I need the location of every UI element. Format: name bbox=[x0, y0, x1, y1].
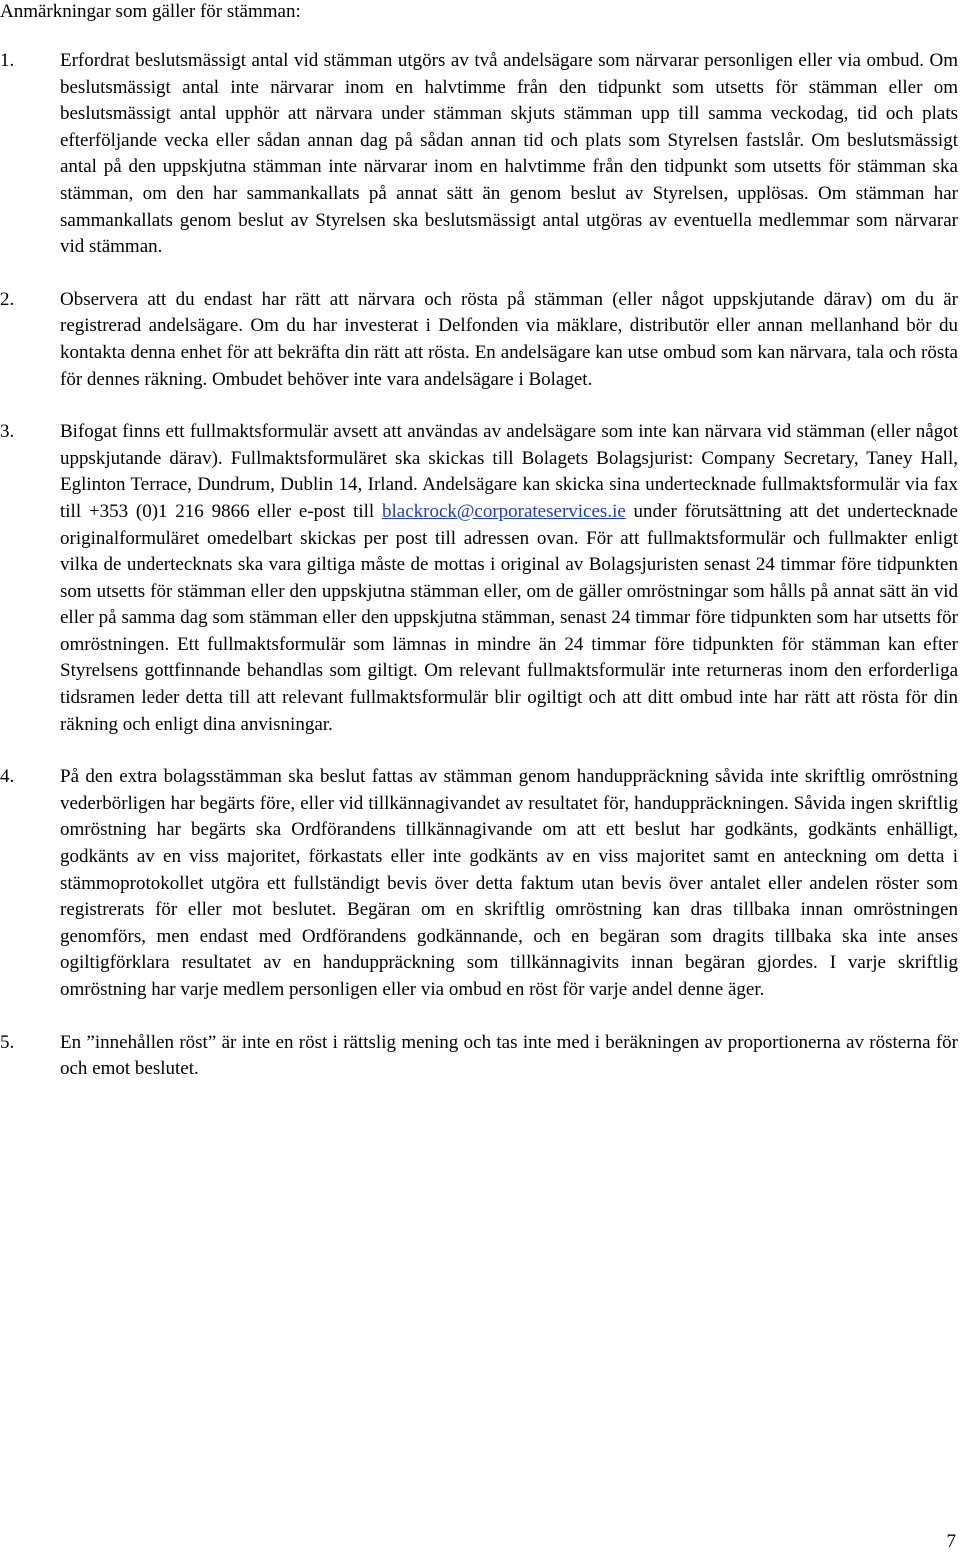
note-text: En ”innehållen röst” är inte en röst i rättslig mening och tas inte med i beräkningen av proportionerna av rösterna för och emot beslutet. bbox=[60, 1031, 958, 1080]
note-number: 3. bbox=[0, 421, 15, 443]
page-number: 7 bbox=[946, 1531, 956, 1552]
note-item-1 bbox=[0, 48, 958, 261]
note-number: 2. bbox=[0, 288, 15, 310]
note-text-before-email: Bifogat finns ett fullmaktsformulär avsett att användas av andelsägare som inte kan närvara vid stämman (eller något uppskjutande därav). Fullmaktsformuläret ska skickas till Bolagets Bolagsjurist: Company Secretary, Taney Hall, Eglinton Terrace, Dundrum, Dublin 14, Irland. Andelsägare kan skicka sina undertecknade fullmaktsformulär via fax till +353 (0)1 216 9866 eller e-post till bbox=[60, 421, 958, 522]
note-number: 4. bbox=[0, 766, 15, 788]
note-item-5 bbox=[0, 1030, 958, 1083]
note-item-2 bbox=[0, 287, 958, 393]
note-text: Observera att du endast har rätt att närvara och rösta på stämman (eller något uppskjutande därav) om du är registrerad andelsägare. Om du har investerat i Delfonden via mäklare, distributör eller annan mellanhand bör du kontakta denna enhet för att bekräfta din rätt att rösta. En andelsägare kan utse ombud som kan närvara, tala och rösta för dennes räkning. Ombudet behöver inte vara andelsägare i Bolaget. bbox=[60, 288, 958, 390]
note-text-after-email: under förutsättning att det undertecknade originalformuläret omedelbart skickas per post till adressen ovan. För att fullmaktsformulär och fullmakter enligt vilka de undertecknats ska vara giltiga måste de mottas i original av Bolagsjuristen senast 24 timmar före tidpunkten som utsetts för stämman eller den uppskjutna stämman eller, om de gäller omröstningar som hålls på annat sätt än vid eller på samma dag som stämman eller den uppskjutna stämman, senast 24 timmar före tidpunkten som har utsetts för omröstningen. Ett fullmaktsformulär som lämnas in mindre än 24 timmar före tidpunkten för stämman kan efter Styrelsens gottfinnande behandlas som giltigt. Om relevant fullmaktsformulär inte returneras inom den erforderliga tidsramen leder detta till att relevant fullmaktsformulär blir ogiltigt och att ditt ombud inte har rätt att rösta för din räkning och enligt dina anvisningar. bbox=[60, 500, 958, 735]
email-link[interactable]: blackrock@corporateservices.ie bbox=[381, 500, 626, 522]
note-number: 5. bbox=[0, 1031, 15, 1053]
note-item-3 bbox=[0, 419, 958, 738]
note-text: Erfordrat beslutsmässigt antal vid stämman utgörs av två andelsägare som närvarar personligen eller via ombud. Om beslutsmässigt antal inte närvarar inom en halvtimme från den tidpunkt som utsetts för stämman eller om beslutsmässigt antal upphör att närvara under stämman skjuts stämman upp till samma veckodag, tid och plats efterföljande vecka eller sådan annan dag på sådan annan tid och plats som Styrelsen fastslår. Om beslutsmässigt antal på den uppskjutna stämman inte närvarar inom en halvtimme från den tidpunkt som utsetts för stämman ska stämman, om den har sammankallats på annat sätt än genom beslut av Styrelsen, upplösas. Om stämman har sammankallats genom beslut av Styrelsen ska beslutsmässigt antal utgöras av eventuella medlemmar som närvarar vid stämman. bbox=[60, 50, 958, 258]
note-item-4 bbox=[0, 764, 958, 1003]
page-heading: Anmärkningar som gäller för stämman: bbox=[0, 1, 301, 22]
note-text bbox=[60, 419, 958, 738]
note-number: 1. bbox=[0, 50, 15, 71]
notes-list bbox=[0, 48, 958, 1109]
note-text: På den extra bolagsstämman ska beslut fattas av stämman genom handuppräckning såvida inte skriftlig omröstning vederbörligen har begärts före, eller vid tillkännagivandet av resultatet för, handuppräckningen. Såvida ingen skriftlig omröstning har begärts ska Ordförandens tillkännagivande om att ett beslut har godkänts, godkänts enhälligt, godkänts av en viss majoritet, förkastats eller inte godkänts av en viss majoritet samt en anteckning om detta i stämmoprotokollet utgöra ett fullständigt bevis över detta faktum utan bevis över antalet eller andelen röster som registrerats för eller mot beslutet. Begäran om en skriftlig omröstning kan dras tillbaka innan omröstningen genomförs, men endast med Ordförandens godkännande, och en begäran som dragits tillbaka ska inte anses ogiltigförklara resultatet av en handuppräckning som tillkännagivits innan begäran gjordes. I varje skriftlig omröstning har varje medlem personligen eller via ombud en röst för varje andel denne äger. bbox=[60, 766, 958, 1000]
